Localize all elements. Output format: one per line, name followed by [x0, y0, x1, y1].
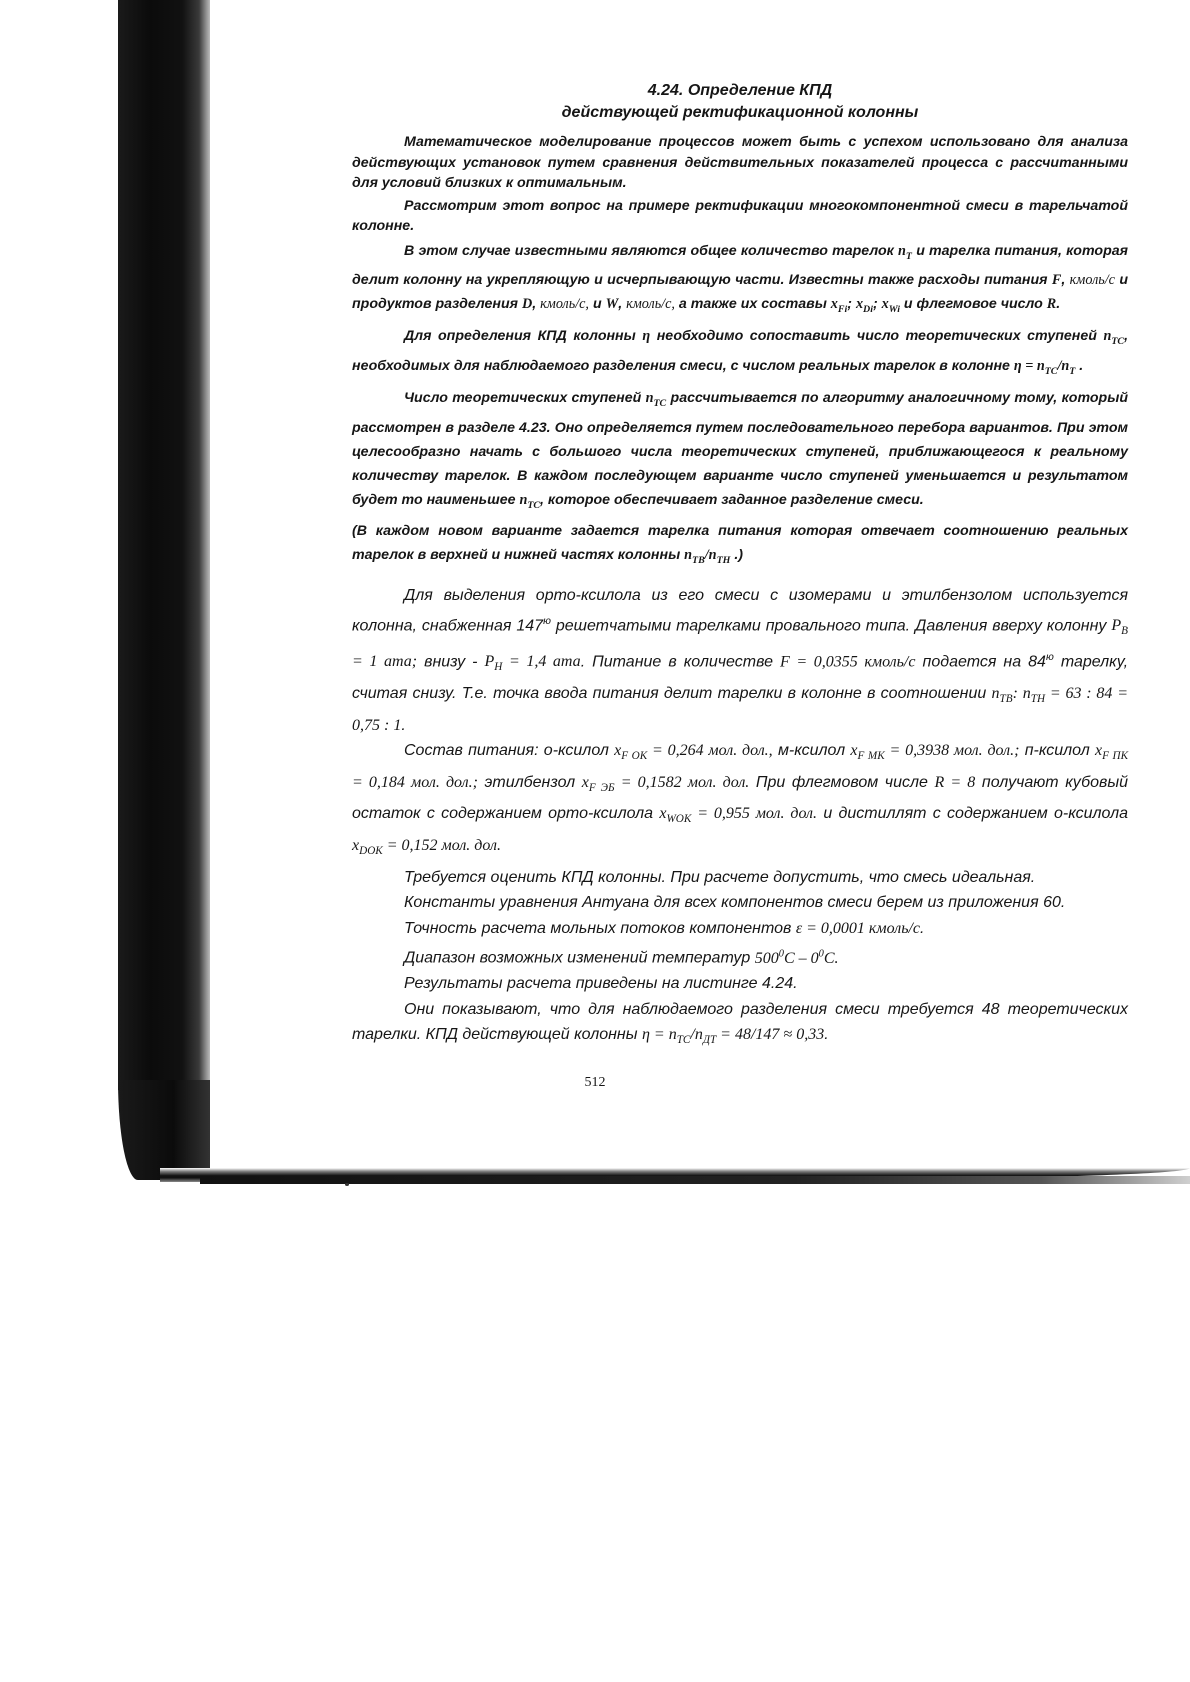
intro-paragraph-1: Математическое моделирование процессов может быть с успехом использовано для анализа действующих установок путем сравнения действительных показателей процесса с рассчитанными для условий близких к оптимальным. [352, 134, 1128, 191]
example-paragraph-1: Для выделения орто-ксилола из его смеси с изомерами и этилбензолом используется колонна, снабженная $147^ю$ решетчатыми тарелками провального типа. Давления вверху колонну $P_B = 1$ ата; внизу - $P_H = 1,4$ ата. Питание в количестве F = 0,0355 кмоль/с подается на $84^ю$ тарелку, считая снизу. Т.е. точка ввода питания делит тарелки в колонне в соотношении $n_{TB}$: $n_{TH} = 63$ : 84 = 0,75 : 1. [352, 587, 1129, 734]
scan-binding-edge [0, 0, 210, 1682]
example-paragraph-2: Состав питания: о-ксилол $x_{F ОК} = 0,264$ мол. дол., м-ксилол $x_{F МК} = 0,3938$ мол. дол.; п-ксилол $x_{F ПК} = 0,184$ мол. дол.; этилбензол $x_{F ЭБ} = 0,1582$ мол. дол. При флегмовом числе R = 8 получают кубовый остаток с содержанием орто-ксилола $x_{WОК} = 0,955$ мол. дол. и дистиллят с содержанием о-ксилола $x_{DОК} = 0,152$ мол. дол. [352, 742, 1129, 858]
section-title-line1: 4.24. Определение КПД [647, 82, 833, 99]
page-content [352, 80, 1128, 1054]
example-section [352, 583, 1128, 1053]
example-paragraph-5: Точность расчета мольных потоков компонентов ε = 0,0001 кмоль/с. [404, 919, 925, 937]
intro-paragraph-4: Для определения КПД колонны η необходимо сопоставить число теоретических ступеней $n_{TC}$, необходимых для наблюдаемого разделения смеси, с числом реальных тарелок в колонне $\eta = n_{TC}/n_T$ . [352, 328, 1129, 377]
intro-paragraph-3: В этом случае известными являются общее количество тарелок $n_T$ и тарелка питания, которая делит колонну на укрепляющую и исчерпывающую части. Известны также расходы питания F, кмоль/с и продуктов разделения D, кмоль/с, и W, кмоль/с, а также их составы $x_{Fi}$; $x_{Di}$; $x_{Wi}$ и флегмовое число R. [352, 242, 1128, 316]
intro-paragraph-2: Рассмотрим этот вопрос на примере ректификации многокомпонентной смеси в тарельчатой колонне. [352, 197, 1128, 234]
example-paragraph-6: Диапазон возможных изменений температур $500^0C - 0^0C$. [404, 948, 839, 967]
scan-speck [345, 1183, 349, 1186]
page-number: 512 [584, 1075, 606, 1090]
example-paragraph-3: Требуется оценить КПД колонны. При расчете допустить, что смесь идеальная. [404, 868, 1036, 886]
example-paragraph-4: Константы уравнения Антуана для всех компонентов смеси берем из приложения 60. [404, 894, 1066, 912]
intro-paragraph-5: Число теоретических ступеней $n_{TC}$ рассчитывается по алгоритму аналогичному тому, который рассмотрен в разделе 4.23. Оно определяется путем последовательного перебора вариантов. При этом целесообразно начать с большого числа теоретических ступеней, приближающегося к реальному количеству тарелок. В каждом последующем варианте число ступеней уменьшается и результатом будет то наименьшее $n_{TC}$, которое обеспечивает заданное разделение смеси. [352, 389, 1128, 511]
example-paragraph-8: Они показывают, что для наблюдаемого разделения смеси требуется 48 теоретических тарелки. КПД действующей колонны $\eta = n_{TC}/n_{ДТ} = 48/147 \approx 0,33$. [352, 1000, 1128, 1047]
section-title-line2: действующей ректификационной колонны [561, 104, 919, 121]
intro-paragraph-6: (В каждом новом варианте задается тарелка питания которая отвечает соотношению реальных тарелок в верхней и нижней частях колонны $n_{TB}/n_{TH}$ .) [352, 523, 1128, 567]
example-paragraph-7: Результаты расчета приведены на листинге 4.24. [404, 975, 798, 993]
section-title [352, 80, 1128, 124]
